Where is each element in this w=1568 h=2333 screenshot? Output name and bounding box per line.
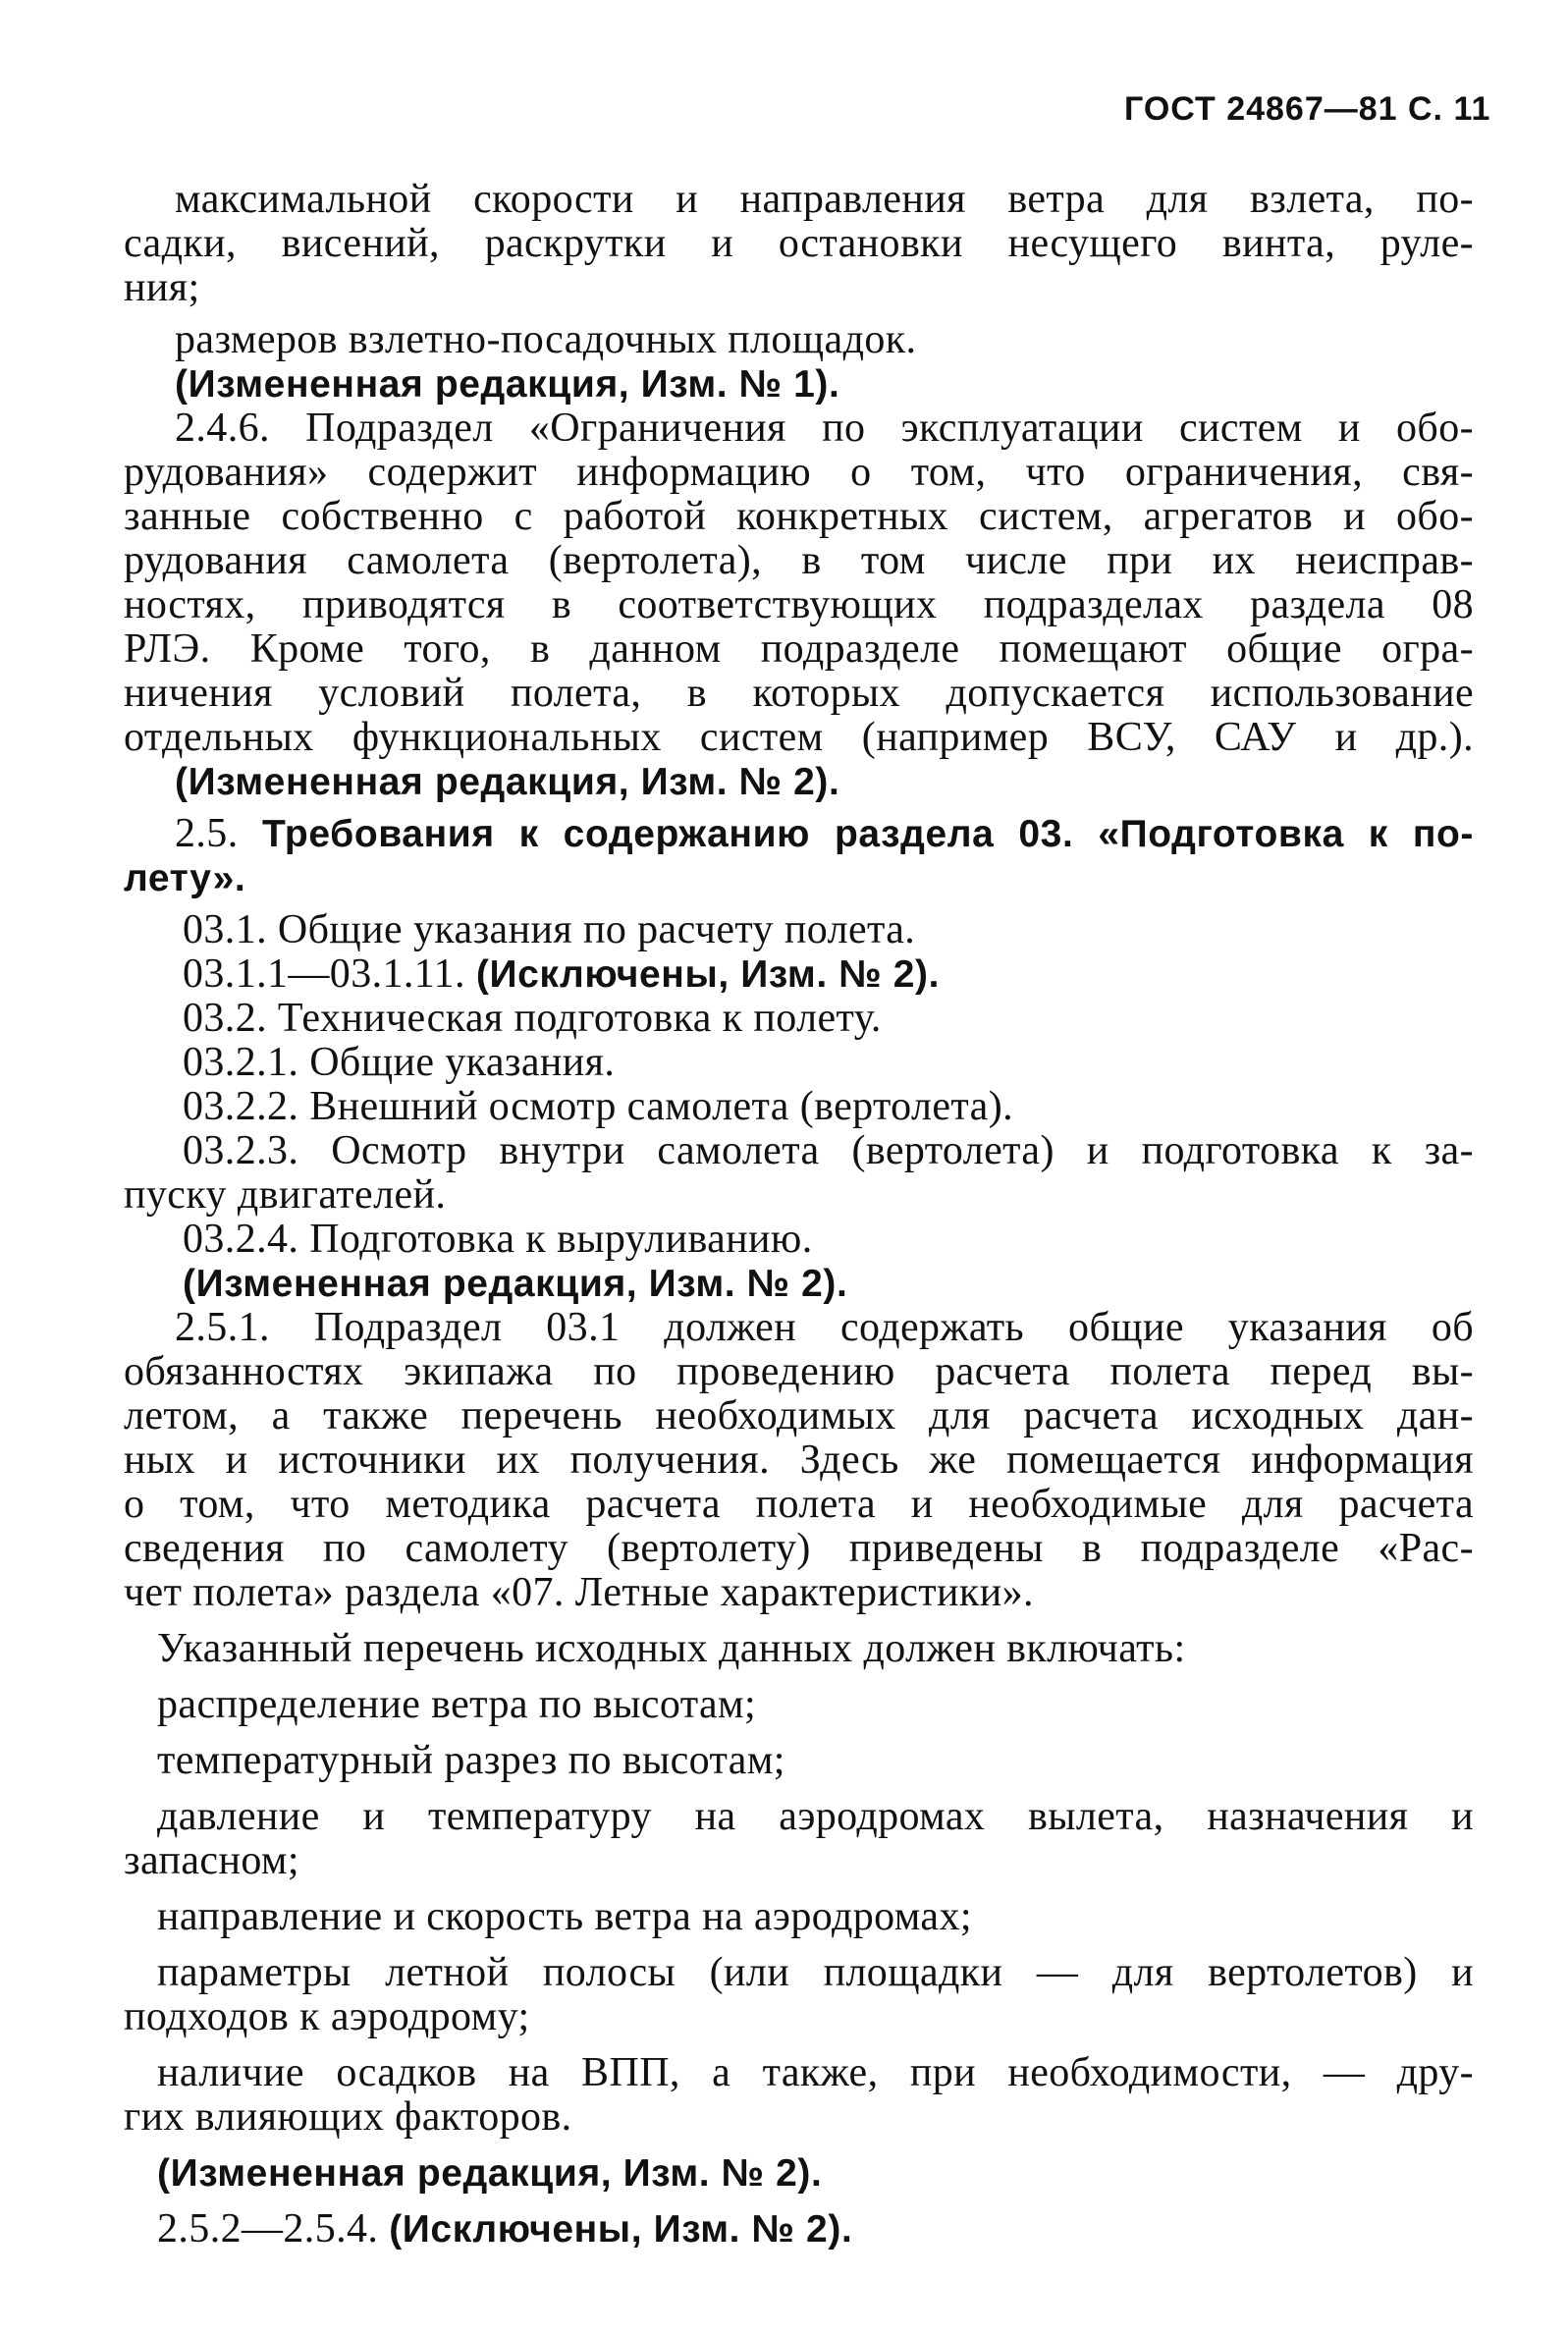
list-item-cont: подходов к аэродрому; — [124, 1994, 530, 2039]
text-line: рудования самолета (вертолета), в том числе при их неисправ- — [124, 538, 1474, 583]
text-line: обязанностях экипажа по проведению расчета полета перед вы- — [124, 1349, 1474, 1394]
text-line: занные собственно с работой конкретных систем, агрегатов и обо- — [124, 494, 1474, 539]
text-line: ностях, приводятся в соответствующих подразделах раздела 08 — [124, 582, 1474, 627]
text-line: 2.5.1. Подраздел 03.1 должен содержать общие указания об — [175, 1305, 1474, 1350]
text-line: чет полета» раздела «07. Летные характеристики». — [124, 1570, 1034, 1615]
excluded-note: (Исключены, Изм. № 2). — [389, 2208, 853, 2251]
list-item: давление и температуру на аэродромах вылета, назначения и — [157, 1794, 1474, 1839]
text-line: сведения по самолету (вертолету) приведены в подразделе «Рас- — [124, 1526, 1474, 1571]
list-item: параметры летной полосы (или площадки — для вертолетов) и — [157, 1950, 1474, 1995]
text-line: 03.2. Техническая подготовка к полету. — [183, 996, 882, 1041]
amendment-note: (Измененная редакция, Изм. № 2). — [175, 761, 840, 803]
text-line: отдельных функциональных систем (например ВСУ, САУ и др.). — [124, 715, 1474, 760]
text-line: ничения условий полета, в которых допускается использование — [124, 671, 1474, 716]
text-line: рудования» содержит информацию о том, что ограничения, свя- — [124, 450, 1474, 495]
text-line: 03.2.4. Подготовка к выруливанию. — [183, 1217, 813, 1262]
text-line: о том, что методика расчета полета и необходимые для расчета — [124, 1482, 1474, 1527]
clause-range: 2.5.2—2.5.4. — [157, 2206, 379, 2252]
section-heading — [124, 812, 1474, 856]
text-line: пуску двигателей. — [124, 1172, 447, 1218]
text-line: 2.4.6. Подраздел «Ограничения по эксплуатации систем и обо- — [175, 406, 1474, 451]
text-line: садки, висений, раскрутки и остановки несущего винта, руле- — [124, 221, 1474, 266]
page-header: ГОСТ 24867—81 С. 11 — [1124, 90, 1491, 128]
amendment-note: (Измененная редакция, Изм. № 2). — [157, 2152, 823, 2195]
text-line: 03.2.2. Внешний осмотр самолета (вертолета). — [183, 1084, 1014, 1129]
text-line: РЛЭ. Кроме того, в данном подразделе помещают общие огра- — [124, 626, 1474, 672]
text-line: максимальной скорости и направления ветра для взлета, по- — [175, 177, 1474, 222]
section-title: Требования к содержанию раздела 03. «Подготовка к по- — [262, 813, 1475, 855]
text-line: 03.2.1. Общие указания. — [183, 1040, 616, 1085]
text-line — [124, 952, 1474, 997]
excluded-note: (Исключены, Изм. № 2). — [475, 953, 941, 996]
text-line: летом, а также перечень необходимых для расчета исходных дан- — [124, 1393, 1474, 1438]
section-number: 2.5. — [175, 811, 262, 856]
list-item: наличие осадков на ВПП, а также, при необходимости, — дру- — [157, 2050, 1474, 2095]
text-line: Указанный перечень исходных данных должен включать: — [157, 1626, 1186, 1671]
text-line: ния; — [124, 265, 200, 310]
text-line: ных и источники их получения. Здесь же помещается информация — [124, 1438, 1474, 1483]
text-line: размеров взлетно-посадочных площадок. — [175, 317, 917, 362]
clause-range: 03.1.1—03.1.11. — [183, 951, 465, 997]
document-body — [124, 178, 1474, 2252]
text-line: 03.2.3. Осмотр внутри самолета (вертолета) и подготовка к за- — [183, 1128, 1474, 1173]
section-heading-cont: лету». — [124, 857, 246, 899]
text-line: 03.1. Общие указания по расчету полета. — [183, 907, 916, 952]
list-item: температурный разрез по высотам; — [157, 1738, 785, 1783]
list-item: распределение ветра по высотам; — [157, 1682, 757, 1727]
text-line — [124, 2207, 1474, 2252]
list-item: направление и скорость ветра на аэродромах; — [157, 1894, 972, 1939]
amendment-note: (Измененная редакция, Изм. № 1). — [175, 363, 840, 406]
amendment-note: (Измененная редакция, Изм. № 2). — [183, 1263, 848, 1305]
list-item-cont: гих влияющих факторов. — [124, 2094, 572, 2140]
list-item-cont: запасном; — [124, 1838, 299, 1883]
